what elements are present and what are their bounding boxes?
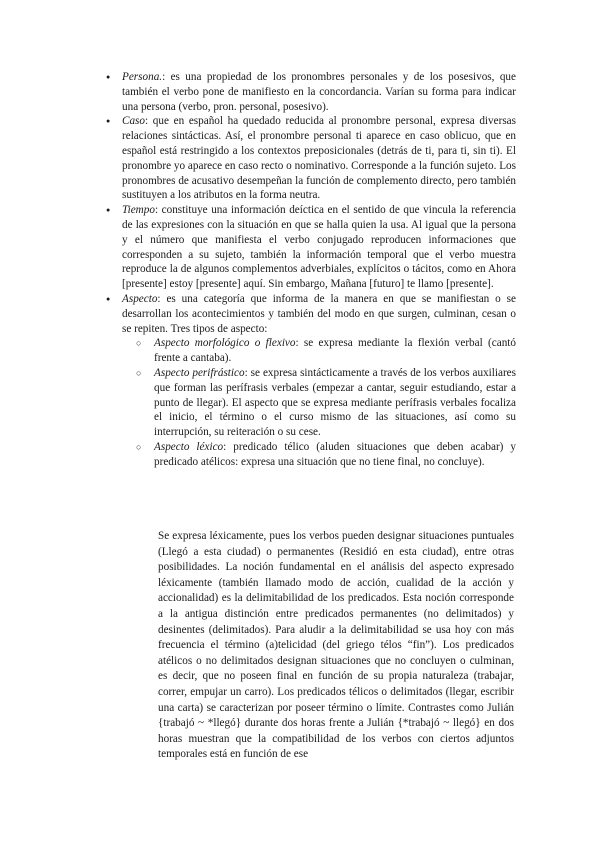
definition-aspecto: : es una categoría que informa de la manera en que se manifiestan o se desarrollan los acontecimientos y también del modo en que surgen, culminan, cesan o se repiten. Tres tipos de aspecto: [122,292,516,335]
list-item-caso [104,114,516,203]
list-item-aspecto [104,292,516,470]
term-caso: Caso [122,115,146,128]
list-item-persona [104,70,516,114]
sublist-item-perifrastico [136,366,516,440]
definition-aspecto-perifrastico: : se expresa sintácticamente a través de los verbos auxiliares que forman las perífrasis verbales (empezar a cantar, seguir estudiando, estar a punto de llegar). El aspecto que se expresa mediante perífrasis verbales focaliza el inicio, el término o el curso mismo de las situaciones, así como su interrupción, su reiteración o su cese. [154,366,517,439]
term-aspecto-morfologico: Aspecto morfológico o flexivo [154,337,296,350]
aspect-sublist [136,336,516,469]
definition-aspecto-lexico: : predicado télico (aluden situaciones que deben acabar) y predicado atélicos: expresa una situación que no tiene final, no concluye). [154,440,517,468]
bullet-list [104,70,516,470]
definition-tiempo: : constituye una información deíctica en el sentido de que vincula la referencia de las expresiones con la situación en que se halla quien la usa. Al igual que la persona y el número que manifiesta el verbo conjugado reproducen informaciones que corresponden a su sujeto, también la información temporal que el verbo muestra reproduce la de algunos complementos adverbiales, explícitos o tácitos, como en Ahora [presente] estoy [presente] aquí. Sin embargo, Mañana [futuro] te llamo [presente]. [122,204,516,291]
term-persona: Persona. [122,71,163,83]
definition-persona: : es una propiedad de los pronombres personales y de los posesivos, que también el verbo pone de manifiesto en la concordancia. Varían su forma para indicar una persona (verbo, pron. personal, posesivo). [122,71,516,113]
term-tiempo: Tiempo [122,204,155,217]
sublist-item-morfologico [136,336,516,366]
definition-caso: : que en español ha quedado reducida al pronombre personal, expresa diversas relaciones sintácticas. Así, el pronombre personal ti aparece en caso oblicuo, que en español está restringido a los contextos preposicionales (detrás de ti, para ti, sin ti). El pronombre yo aparece en caso recto o nominativo. Corresponde a la función sujeto. Los pronombres de acusativo desempeñan la función de complemento directo, pero también sustituyen a los atributos en la forma neutra. [122,115,516,202]
definition-aspecto-morfologico: : se expresa mediante la flexión verbal (cantó frente a cantaba). [154,337,516,365]
body-paragraph: Se expresa léxicamente, pues los verbos pueden designar situaciones puntuales (Llegó a esta ciudad) o permanentes (Residió en esta ciudad), entre otras posibilidades. La noción fundamental en el análisis del aspecto expresado léxicamente (también llamado modo de acción, cualidad de la acción y accionalidad) es la delimitabilidad de los predicados. Esta noción corresponde a la antigua distinción entre predicados permanentes (no delimitados) y desinentes (delimitados). Para aludir a la delimitabilidad se usa hoy con más frecuencia el término (a)telicidad (del griego télos “fin”). Los predicados atélicos o no delimitados designan situaciones que no concluyen o culminan, es decir, que no poseen final en función de su propia naturaleza (trabajar, correr, empujar un carro). Los predicados télicos o delimitados (llegar, escribir una carta) se caracterizan por poseer término o límite. Contrastes como Julián {trabajó ~ *llegó} durante dos horas frente a Julián {*trabajó ~ llegó} en dos horas muestran que la compatibilidad de los verbos con ciertos adjuntos temporales está en función de ese [158,530,514,761]
term-aspecto-lexico: Aspecto léxico [154,440,224,453]
term-aspecto-perifrastico: Aspecto perifrástico [154,366,245,379]
list-item-tiempo [104,203,516,292]
term-aspecto: Aspecto [122,292,158,305]
sublist-item-lexico [136,440,516,470]
